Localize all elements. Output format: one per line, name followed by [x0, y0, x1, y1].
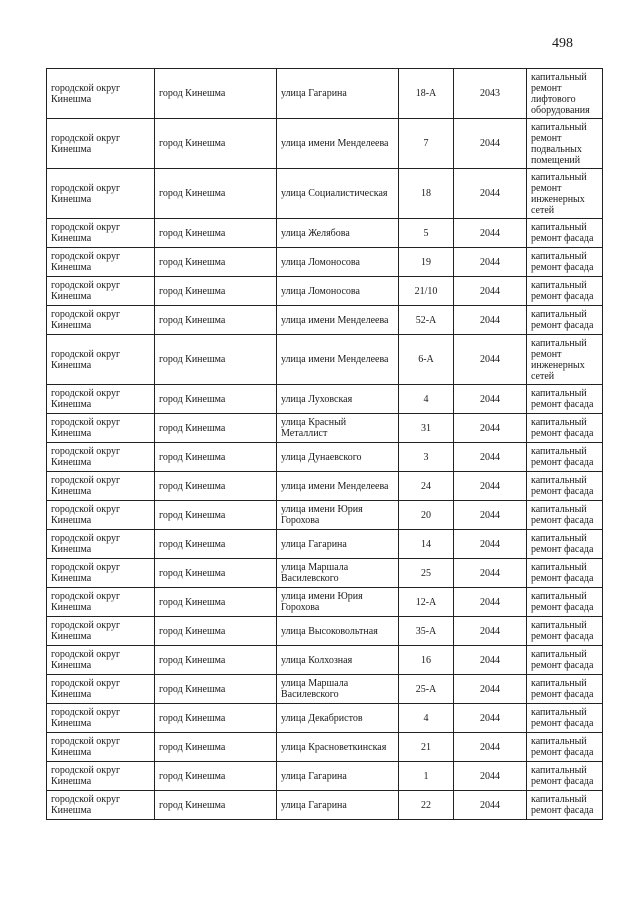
work-type-cell: капитальный ремонт фасада	[527, 704, 603, 733]
year-cell: 2044	[454, 588, 527, 617]
year-cell: 2044	[454, 277, 527, 306]
table-row	[47, 501, 603, 530]
work-type-cell: капитальный ремонт фасада	[527, 219, 603, 248]
district-cell: городской округ Кинешма	[47, 501, 155, 530]
city-cell: город Кинешма	[155, 704, 277, 733]
district-cell: городской округ Кинешма	[47, 472, 155, 501]
work-type-cell: капитальный ремонт лифтового оборудования	[527, 69, 603, 119]
table-row	[47, 762, 603, 791]
year-cell: 2044	[454, 762, 527, 791]
house-number-cell: 16	[399, 646, 454, 675]
city-cell: город Кинешма	[155, 306, 277, 335]
city-cell: город Кинешма	[155, 119, 277, 169]
year-cell: 2044	[454, 169, 527, 219]
street-cell: улица Красноветкинская	[277, 733, 399, 762]
street-cell: улица Гагарина	[277, 530, 399, 559]
street-cell: улица Маршала Василевского	[277, 675, 399, 704]
work-type-cell: капитальный ремонт фасада	[527, 588, 603, 617]
house-number-cell: 6-А	[399, 335, 454, 385]
house-number-cell: 3	[399, 443, 454, 472]
work-type-cell: капитальный ремонт инженерных сетей	[527, 335, 603, 385]
city-cell: город Кинешма	[155, 646, 277, 675]
street-cell: улица имени Менделеева	[277, 472, 399, 501]
district-cell: городской округ Кинешма	[47, 443, 155, 472]
house-number-cell: 22	[399, 791, 454, 820]
district-cell: городской округ Кинешма	[47, 335, 155, 385]
year-cell: 2044	[454, 675, 527, 704]
street-cell: улица Социалистическая	[277, 169, 399, 219]
table-row	[47, 733, 603, 762]
city-cell: город Кинешма	[155, 675, 277, 704]
table-row	[47, 617, 603, 646]
house-number-cell: 5	[399, 219, 454, 248]
street-cell: улица имени Менделеева	[277, 306, 399, 335]
street-cell: улица Декабристов	[277, 704, 399, 733]
year-cell: 2044	[454, 501, 527, 530]
work-type-cell: капитальный ремонт инженерных сетей	[527, 169, 603, 219]
year-cell: 2044	[454, 119, 527, 169]
table-row	[47, 248, 603, 277]
city-cell: город Кинешма	[155, 335, 277, 385]
district-cell: городской округ Кинешма	[47, 617, 155, 646]
district-cell: городской округ Кинешма	[47, 169, 155, 219]
district-cell: городской округ Кинешма	[47, 69, 155, 119]
street-cell: улица Ломоносова	[277, 248, 399, 277]
city-cell: город Кинешма	[155, 791, 277, 820]
work-type-cell: капитальный ремонт фасада	[527, 443, 603, 472]
year-cell: 2043	[454, 69, 527, 119]
city-cell: город Кинешма	[155, 588, 277, 617]
work-type-cell: капитальный ремонт фасада	[527, 559, 603, 588]
house-number-cell: 31	[399, 414, 454, 443]
year-cell: 2044	[454, 791, 527, 820]
year-cell: 2044	[454, 306, 527, 335]
district-cell: городской округ Кинешма	[47, 277, 155, 306]
street-cell: улица Гагарина	[277, 762, 399, 791]
work-type-cell: капитальный ремонт фасада	[527, 277, 603, 306]
city-cell: город Кинешма	[155, 277, 277, 306]
table-row	[47, 119, 603, 169]
work-type-cell: капитальный ремонт фасада	[527, 530, 603, 559]
table-row	[47, 472, 603, 501]
city-cell: город Кинешма	[155, 472, 277, 501]
street-cell: улица Маршала Василевского	[277, 559, 399, 588]
work-type-cell: капитальный ремонт фасада	[527, 733, 603, 762]
house-number-cell: 4	[399, 385, 454, 414]
table-row	[47, 646, 603, 675]
house-number-cell: 19	[399, 248, 454, 277]
house-number-cell: 1	[399, 762, 454, 791]
district-cell: городской округ Кинешма	[47, 733, 155, 762]
table-row	[47, 69, 603, 119]
house-number-cell: 4	[399, 704, 454, 733]
table-row	[47, 791, 603, 820]
work-type-cell: капитальный ремонт фасада	[527, 248, 603, 277]
year-cell: 2044	[454, 646, 527, 675]
year-cell: 2044	[454, 248, 527, 277]
district-cell: городской округ Кинешма	[47, 385, 155, 414]
table-row	[47, 704, 603, 733]
street-cell: улица Высоковольтная	[277, 617, 399, 646]
city-cell: город Кинешма	[155, 530, 277, 559]
table-row	[47, 443, 603, 472]
city-cell: город Кинешма	[155, 385, 277, 414]
city-cell: город Кинешма	[155, 248, 277, 277]
city-cell: город Кинешма	[155, 762, 277, 791]
year-cell: 2044	[454, 472, 527, 501]
street-cell: улица Гагарина	[277, 791, 399, 820]
work-type-cell: капитальный ремонт фасада	[527, 762, 603, 791]
table-row	[47, 588, 603, 617]
house-number-cell: 20	[399, 501, 454, 530]
street-cell: улица имени Менделеева	[277, 119, 399, 169]
city-cell: город Кинешма	[155, 414, 277, 443]
house-number-cell: 52-А	[399, 306, 454, 335]
work-type-cell: капитальный ремонт фасада	[527, 472, 603, 501]
work-type-cell: капитальный ремонт подвальных помещений	[527, 119, 603, 169]
year-cell: 2044	[454, 733, 527, 762]
house-number-cell: 18	[399, 169, 454, 219]
house-number-cell: 14	[399, 530, 454, 559]
work-type-cell: капитальный ремонт фасада	[527, 675, 603, 704]
year-cell: 2044	[454, 219, 527, 248]
table-row	[47, 277, 603, 306]
table-row	[47, 559, 603, 588]
work-type-cell: капитальный ремонт фасада	[527, 501, 603, 530]
table-body	[47, 69, 603, 820]
district-cell: городской округ Кинешма	[47, 219, 155, 248]
table-row	[47, 219, 603, 248]
street-cell: улица имени Менделеева	[277, 335, 399, 385]
table-row	[47, 385, 603, 414]
district-cell: городской округ Кинешма	[47, 588, 155, 617]
year-cell: 2044	[454, 414, 527, 443]
table-row	[47, 169, 603, 219]
year-cell: 2044	[454, 335, 527, 385]
district-cell: городской округ Кинешма	[47, 248, 155, 277]
house-number-cell: 25-А	[399, 675, 454, 704]
house-number-cell: 18-А	[399, 69, 454, 119]
year-cell: 2044	[454, 559, 527, 588]
house-number-cell: 7	[399, 119, 454, 169]
district-cell: городской округ Кинешма	[47, 704, 155, 733]
work-type-cell: капитальный ремонт фасада	[527, 646, 603, 675]
repair-schedule-table	[46, 68, 603, 820]
house-number-cell: 25	[399, 559, 454, 588]
district-cell: городской округ Кинешма	[47, 762, 155, 791]
street-cell: улица Дунаевского	[277, 443, 399, 472]
city-cell: город Кинешма	[155, 501, 277, 530]
table-row	[47, 530, 603, 559]
street-cell: улица Ломоносова	[277, 277, 399, 306]
table-row	[47, 335, 603, 385]
district-cell: городской округ Кинешма	[47, 646, 155, 675]
street-cell: улица имени Юрия Горохова	[277, 501, 399, 530]
year-cell: 2044	[454, 617, 527, 646]
year-cell: 2044	[454, 704, 527, 733]
city-cell: город Кинешма	[155, 617, 277, 646]
city-cell: город Кинешма	[155, 733, 277, 762]
work-type-cell: капитальный ремонт фасада	[527, 306, 603, 335]
street-cell: улица Гагарина	[277, 69, 399, 119]
house-number-cell: 21	[399, 733, 454, 762]
street-cell: улица имени Юрия Горохова	[277, 588, 399, 617]
table-row	[47, 306, 603, 335]
district-cell: городской округ Кинешма	[47, 119, 155, 169]
work-type-cell: капитальный ремонт фасада	[527, 791, 603, 820]
page-number: 498	[552, 36, 573, 51]
city-cell: город Кинешма	[155, 69, 277, 119]
house-number-cell: 35-А	[399, 617, 454, 646]
house-number-cell: 12-А	[399, 588, 454, 617]
city-cell: город Кинешма	[155, 559, 277, 588]
house-number-cell: 24	[399, 472, 454, 501]
district-cell: городской округ Кинешма	[47, 675, 155, 704]
year-cell: 2044	[454, 530, 527, 559]
house-number-cell: 21/10	[399, 277, 454, 306]
street-cell: улица Красный Металлист	[277, 414, 399, 443]
city-cell: город Кинешма	[155, 443, 277, 472]
year-cell: 2044	[454, 443, 527, 472]
street-cell: улица Луховская	[277, 385, 399, 414]
city-cell: город Кинешма	[155, 219, 277, 248]
year-cell: 2044	[454, 385, 527, 414]
work-type-cell: капитальный ремонт фасада	[527, 414, 603, 443]
work-type-cell: капитальный ремонт фасада	[527, 617, 603, 646]
district-cell: городской округ Кинешма	[47, 791, 155, 820]
street-cell: улица Желябова	[277, 219, 399, 248]
district-cell: городской округ Кинешма	[47, 530, 155, 559]
table-row	[47, 675, 603, 704]
district-cell: городской округ Кинешма	[47, 414, 155, 443]
district-cell: городской округ Кинешма	[47, 559, 155, 588]
work-type-cell: капитальный ремонт фасада	[527, 385, 603, 414]
table-row	[47, 414, 603, 443]
city-cell: город Кинешма	[155, 169, 277, 219]
street-cell: улица Колхозная	[277, 646, 399, 675]
district-cell: городской округ Кинешма	[47, 306, 155, 335]
